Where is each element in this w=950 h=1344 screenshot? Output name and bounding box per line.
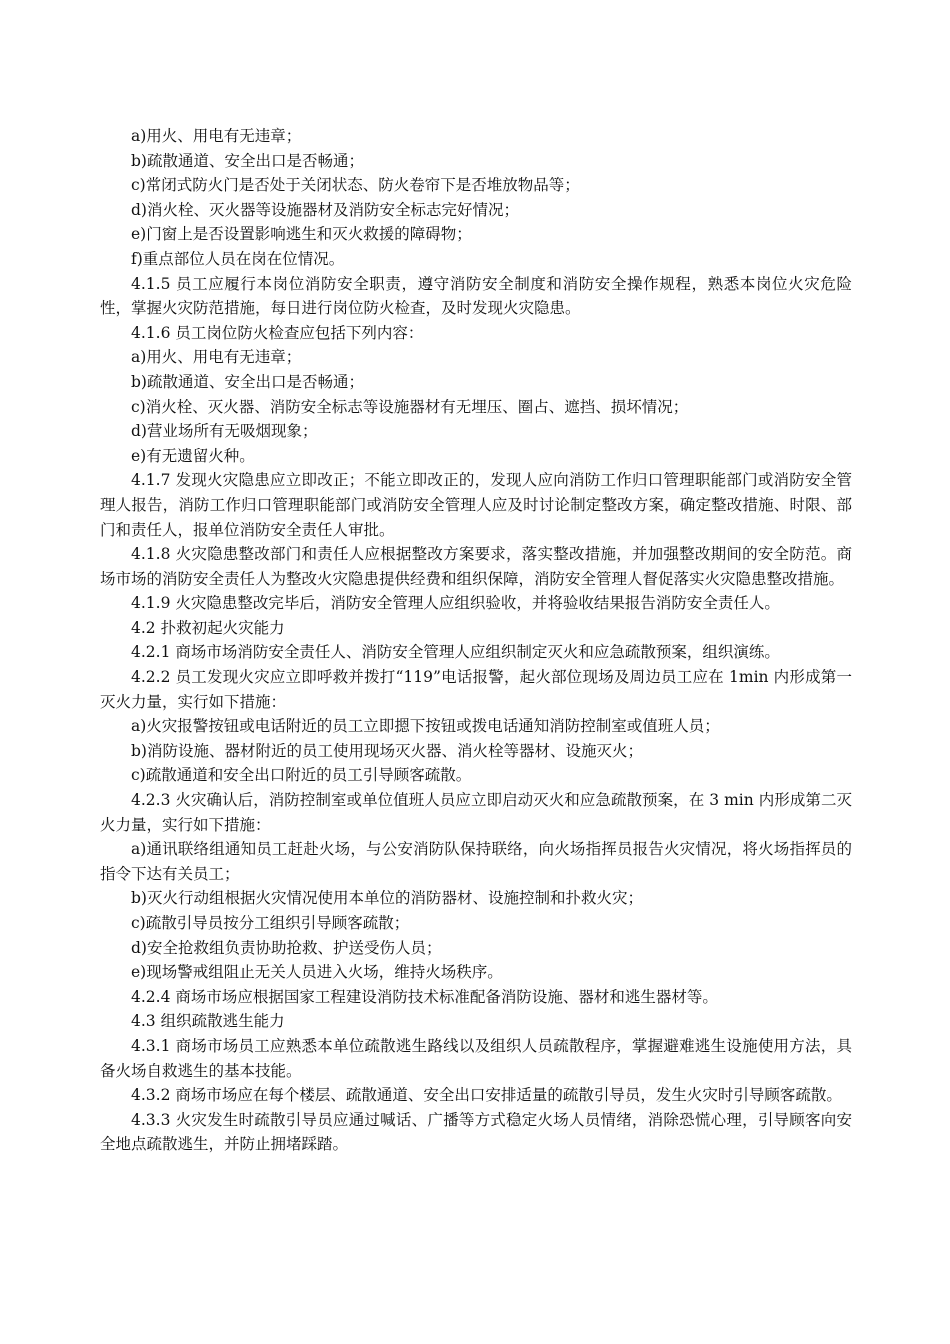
paragraph: 4.2.1 商场市场消防安全责任人、消防安全管理人应组织制定灭火和应急疏散预案，组织演练。 <box>131 643 780 662</box>
paragraph: 4.1.9 火灾隐患整改完毕后，消防安全管理人应组织验收，并将验收结果报告消防安全责任人。 <box>131 594 780 613</box>
section-heading: 4.2 扑救初起火灾能力 <box>131 618 285 637</box>
paragraph: d)消火栓、灭火器等设施器材及消防安全标志完好情况； <box>131 200 519 219</box>
paragraph: e)现场警戒组阻止无关人员进入火场，维持火场秩序。 <box>131 963 503 982</box>
section-heading: 4.3 组织疏散逃生能力 <box>131 1012 285 1031</box>
paragraph: c)疏散通道和安全出口附近的员工引导顾客疏散。 <box>131 766 472 785</box>
paragraph: b)消防设施、器材附近的员工使用现场灭火器、消火栓等器材、设施灭火； <box>131 741 643 760</box>
paragraph: 4.1.5 员工应履行本岗位消防安全职责，遵守消防安全制度和消防安全操作规程，熟悉本岗位火灾危险性，掌握火灾防范措施，每日进行岗位防火检查，及时发现火灾隐患。 <box>100 274 852 318</box>
paragraph: 4.3.1 商场市场员工应熟悉本单位疏散逃生路线以及组织人员疏散程序，掌握避难逃生设施使用方法，具备火场自救逃生的基本技能。 <box>100 1036 852 1080</box>
paragraph: a)用火、用电有无违章； <box>131 127 302 145</box>
document-body <box>100 124 852 1157</box>
paragraph: a)用火、用电有无违章； <box>131 348 302 367</box>
paragraph: 4.2.4 商场市场应根据国家工程建设消防技术标准配备消防设施、器材和逃生器材等。 <box>131 987 718 1006</box>
paragraph: b)灭火行动组根据火灾情况使用本单位的消防器材、设施控制和扑救火灾； <box>131 889 643 908</box>
paragraph: 4.2.2 员工发现火灾应立即呼救并拨打“119”电话报警，起火部位现场及周边员工应在 1min 内形成第一灭火力量，实行如下措施： <box>100 668 852 711</box>
paragraph: c)消火栓、灭火器、消防安全标志等设施器材有无埋压、圈占、遮挡、损坏情况； <box>131 397 689 416</box>
paragraph: d)营业场所有无吸烟现象； <box>131 422 318 441</box>
paragraph: 4.3.2 商场市场应在每个楼层、疏散通道、安全出口安排适量的疏散引导员，发生火灾时引导顾客疏散。 <box>131 1086 842 1105</box>
paragraph: f)重点部位人员在岗在位情况。 <box>131 249 345 268</box>
paragraph: 4.1.8 火灾隐患整改部门和责任人应根据整改方案要求，落实整改措施，并加强整改期间的安全防范。商场市场的消防安全责任人为整改火灾隐患提供经费和组织保障，消防安全管理人督促落实火灾隐患整改措施。 <box>100 545 852 588</box>
paragraph: a)通讯联络组通知员工赶赴火场，与公安消防队保持联络，向火场指挥员报告火灾情况，将火场指挥员的指令下达有关员工； <box>100 840 852 883</box>
paragraph: b)疏散通道、安全出口是否畅通； <box>131 372 364 391</box>
paragraph: 4.1.7 发现火灾隐患应立即改正；不能立即改正的，发现人应向消防工作归口管理职能部门或消防安全管理人报告，消防工作归口管理职能部门或消防安全管理人应及时讨论制定整改方案，确定整改措施、时限、部门和责任人，报单位消防安全责任人审批。 <box>100 471 852 539</box>
paragraph: c)常闭式防火门是否处于关闭状态、防火卷帘下是否堆放物品等； <box>131 176 580 195</box>
paragraph: e)有无遗留火种。 <box>131 446 255 465</box>
paragraph: a)火灾报警按钮或电话附近的员工立即摁下按钮或拨电话通知消防控制室或值班人员； <box>131 717 720 736</box>
paragraph: c)疏散引导员按分工组织引导顾客疏散； <box>131 914 410 932</box>
paragraph: d)安全抢救组负责协助抢救、护送受伤人员； <box>131 938 442 957</box>
paragraph: 4.3.3 火灾发生时疏散引导员应通过喊话、广播等方式稳定火场人员情绪，消除恐慌心理，引导顾客向安全地点疏散逃生，并防止拥堵踩踏。 <box>100 1110 852 1154</box>
paragraph: 4.2.3 火灾确认后，消防控制室或单位值班人员应立即启动灭火和应急疏散预案，在 3 min 内形成第二灭火力量，实行如下措施： <box>100 791 852 834</box>
paragraph: 4.1.6 员工岗位防火检查应包括下列内容： <box>131 323 424 342</box>
paragraph: b)疏散通道、安全出口是否畅通； <box>131 151 364 170</box>
paragraph: e)门窗上是否设置影响逃生和灭火救援的障碍物； <box>131 225 472 244</box>
